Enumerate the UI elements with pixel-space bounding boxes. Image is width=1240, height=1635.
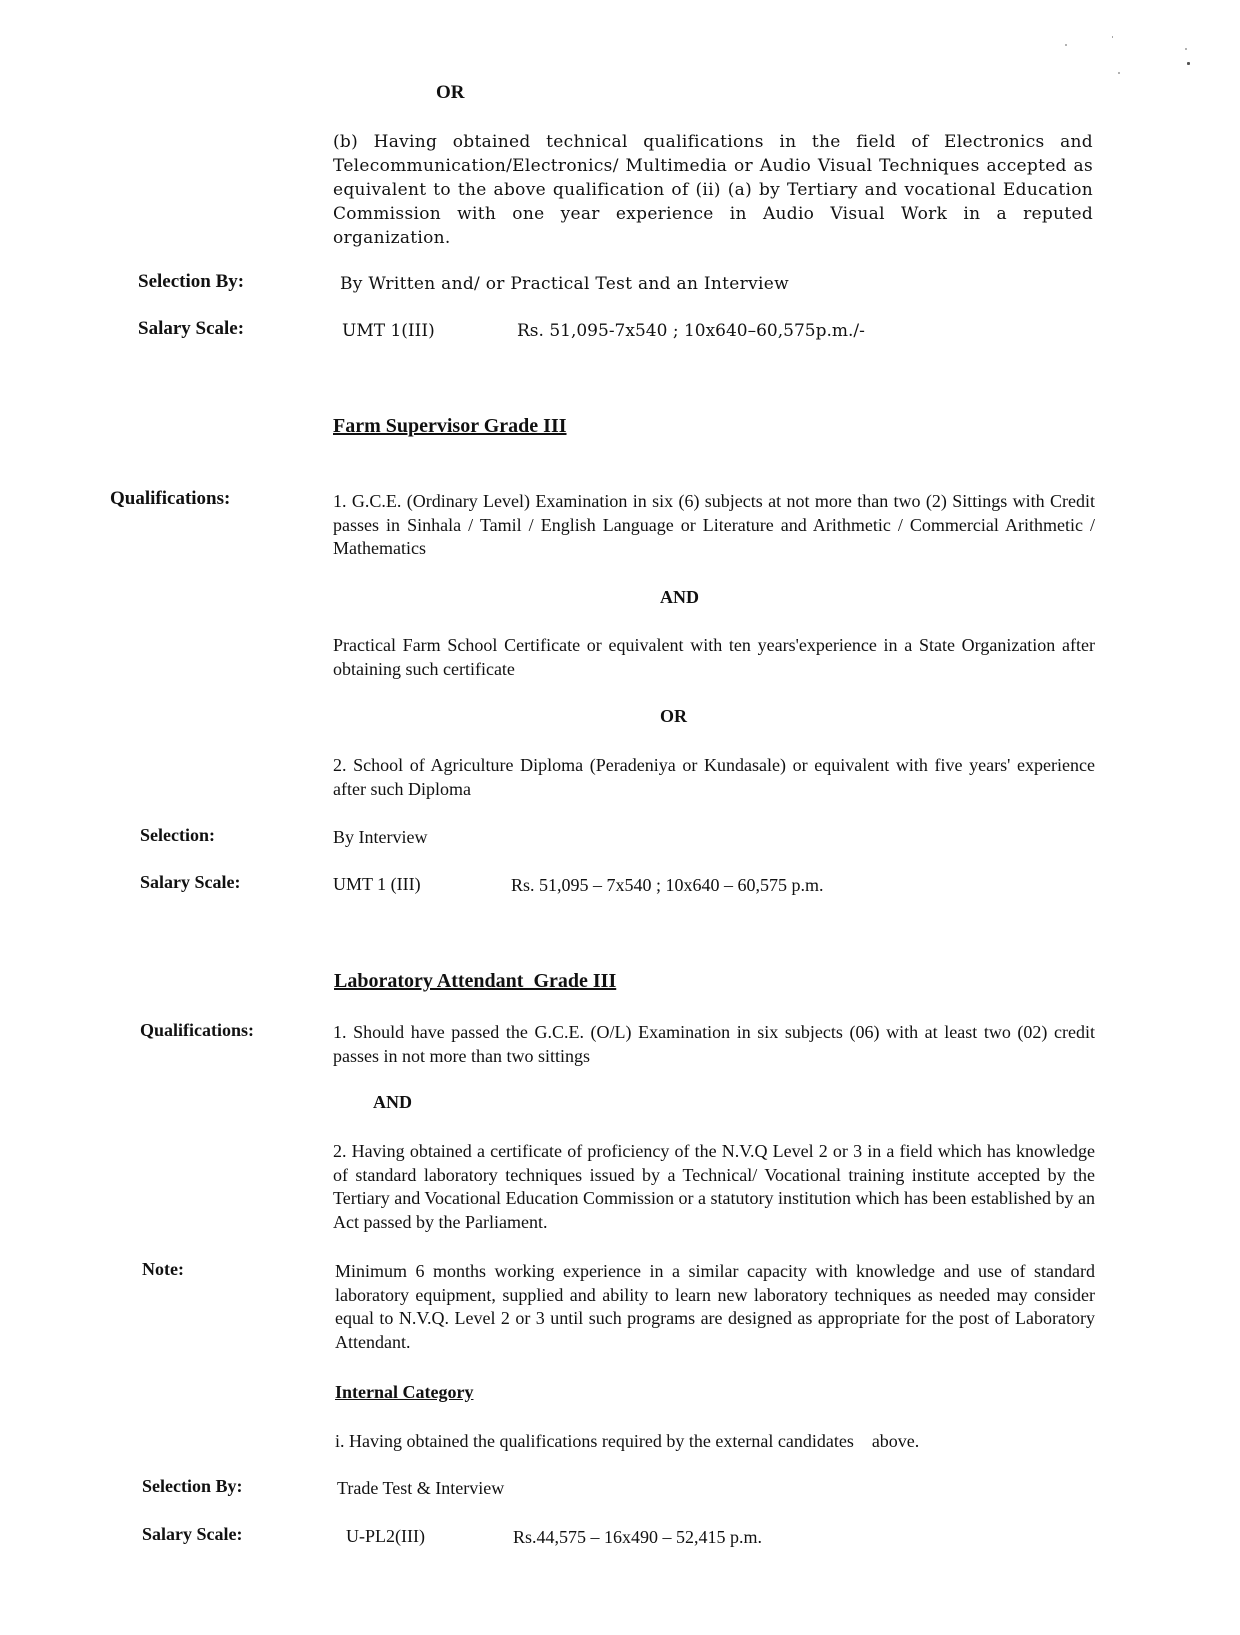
lab-qualification-2: 2. Having obtained a certificate of proficiency of the N.V.Q Level 2 or 3 in a field which has knowledge of standard laboratory techniques issued by a Technical/ Vocational training institute accepted by the Tertiary and Vocational Education Commission or a statutory institution which has been established by an Act passed by the Parliament. [333,1141,1095,1232]
farm-salary-value: Rs. 51,095 – 7x540 ; 10x640 – 60,575 p.m. [511,875,824,895]
lab-qualification-1: 1. Should have passed the G.C.E. (O/L) Examination in six subjects (06) with at least two (02) credit passes in not more than two sittings [333,1022,1095,1066]
farm-salary-label: Salary Scale: [140,872,241,892]
or-divider-top: OR [436,82,465,103]
selection-by-label: Selection By: [138,271,245,292]
internal-category-text: i. Having obtained the qualifications required by the external candidates above. [335,1431,920,1451]
lab-qualifications-label: Qualifications: [140,1020,255,1040]
scan-speck [1185,48,1187,50]
farm-selection-label: Selection: [140,825,215,845]
scan-speck [1112,36,1113,38]
farm-qualification-2: 2. School of Agriculture Diploma (Peradeniya or Kundasale) or equivalent with five years' experience after such Diploma [333,755,1095,799]
farm-or-divider: OR [660,706,687,726]
selection-by-value: By Written and/ or Practical Test and an Interview [340,274,789,294]
lab-salary-code: U-PL2(III) [346,1526,425,1546]
lab-attendant-heading: Laboratory Attendant Grade III [334,970,617,992]
salary-scale-label: Salary Scale: [138,318,245,339]
lab-selection-value: Trade Test & Interview [337,1478,505,1498]
farm-selection-value: By Interview [333,827,428,847]
lab-and-divider: AND [373,1092,412,1112]
note-label: Note: [142,1259,184,1279]
farm-salary-code: UMT 1 (III) [333,874,421,894]
farm-practical-certificate: Practical Farm School Certificate or equivalent with ten years'experience in a State Organization after obtaining such certificate [333,635,1095,679]
farm-and-divider: AND [660,587,699,607]
lab-salary-label: Salary Scale: [142,1524,243,1544]
qualification-option-b: (b) Having obtained technical qualifications in the field of Electronics and Telecommunication/Electronics/ Multimedia or Audio Visual Techniques accepted as equivalent to the above qualification of (ii) (a) by Tertiary and vocational Education Commission with one year experience in Audio Visual Work in a reputed organization. [333,132,1093,248]
farm-supervisor-heading: Farm Supervisor Grade III [333,415,567,437]
scan-speck [1187,62,1190,65]
farm-qualifications-label: Qualifications: [110,488,231,509]
salary-code: UMT 1(III) [342,321,435,341]
salary-value: Rs. 51,095-7x540 ; 10x640–60,575p.m./- [517,321,865,341]
farm-qualification-1: 1. G.C.E. (Ordinary Level) Examination in six (6) subjects at not more than two (2) Sittings with Credit passes in Sinhala / Tamil / English Language or Literature and Arithmetic / Commercial Arithmetic / Mathematics [333,491,1095,558]
note-text: Minimum 6 months working experience in a similar capacity with knowledge and use of standard laboratory equipment, supplied and ability to learn new laboratory techniques as needed may consider equal to N.V.Q. Level 2 or 3 until such programs are designed as appropriate for the post of Laboratory Attendant. [335,1261,1095,1352]
lab-salary-value: Rs.44,575 – 16x490 – 52,415 p.m. [513,1527,763,1547]
internal-category-heading: Internal Category [335,1382,474,1402]
lab-selection-label: Selection By: [142,1476,243,1496]
scan-speck [1118,72,1120,74]
scan-speck [1065,44,1067,46]
